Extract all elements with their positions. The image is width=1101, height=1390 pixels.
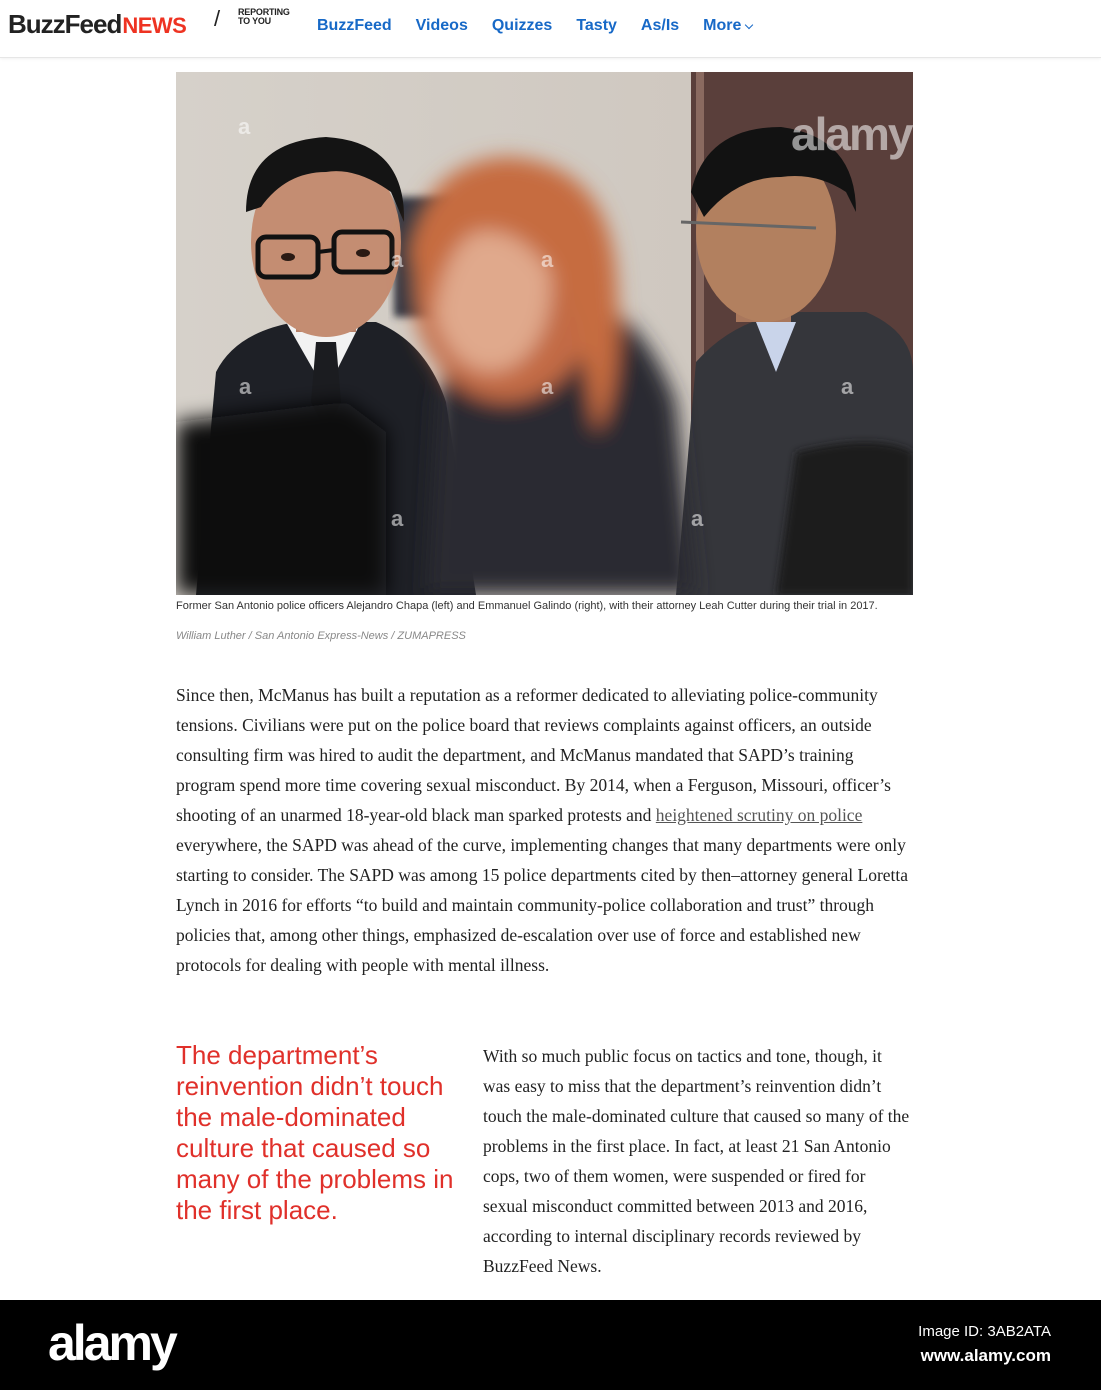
stock-site-url: www.alamy.com xyxy=(920,1346,1051,1365)
photo-credit: William Luther / San Antonio Express-News / ZUMAPRESS xyxy=(176,630,466,642)
logo-buzzfeed-text: BuzzFeed xyxy=(8,9,122,39)
photo-watermark-mark: a xyxy=(239,374,252,399)
nav-buzzfeed[interactable]: BuzzFeed xyxy=(317,17,392,34)
photo-watermark-mark: a xyxy=(238,114,251,139)
photo-watermark-mark: a xyxy=(841,374,854,399)
article-photo xyxy=(176,72,913,595)
paragraph-text: Since then, McManus has built a reputation as a reformer dedicated to alleviating police-community tensions. Civilians were put on the police board that reviews complaints against officers, an outside consulting firm was hired to audit the department, and McManus mandated that SAPD’s training program spend more time covering sexual misconduct. By 2014, when a Ferguson, Missouri, officer’s shooting of an unarmed 18-year-old black man sparked protests and xyxy=(176,685,891,825)
nav-tasty[interactable]: Tasty xyxy=(576,17,617,34)
chevron-down-icon xyxy=(745,20,753,28)
logo-slash: / xyxy=(214,6,221,31)
article-paragraph: With so much public focus on tactics and tone, though, it was easy to miss that the department’s reinvention didn’t touch the male-dominated culture that caused so many of the problems in the first place. In fact, at least 21 San Antonio cops, two of them women, were suspended or fired for sexual misconduct committed between 2013 and 2016, according to internal disciplinary records reviewed by BuzzFeed News. xyxy=(483,1046,910,1276)
image-id-label: Image ID: 3AB2ATA xyxy=(918,1323,1051,1340)
photo-watermark-mark: a xyxy=(391,247,404,272)
site-header xyxy=(0,0,1101,58)
stock-photo-footer-bar xyxy=(0,1300,1101,1390)
photo-watermark-mark: a xyxy=(391,506,404,531)
logo-news-text: NEWS xyxy=(122,13,187,38)
photo-watermark-mark: a xyxy=(541,374,554,399)
main-nav xyxy=(317,17,776,35)
article-paragraph xyxy=(176,680,913,980)
nav-as-is[interactable]: As/Is xyxy=(640,17,680,34)
logo-tagline: REPORTING TO YOU xyxy=(238,7,290,26)
photo-watermark-logo: alamy xyxy=(791,108,912,160)
nav-more-label: More xyxy=(703,17,742,34)
photo-caption: Former San Antonio police officers Alejandro Chapa (left) and Emmanuel Galindo (right), with their attorney Leah Cutter during their trial in 2017. xyxy=(176,600,878,612)
photo-watermark-mark: a xyxy=(541,247,554,272)
nav-videos[interactable]: Videos xyxy=(415,17,468,34)
courtroom-photo-illustration xyxy=(176,72,913,595)
buzzfeed-news-logo[interactable] xyxy=(8,9,186,40)
nav-quizzes[interactable]: Quizzes xyxy=(491,17,553,34)
pull-quote: The department’s reinvention didn’t touch the male-dominated culture that caused so many of the problems in the first place. xyxy=(176,1040,454,1225)
inline-link-heightened-scrutiny[interactable]: heightened scrutiny on police xyxy=(655,805,863,825)
paragraph-text: everywhere, the SAPD was ahead of the curve, implementing changes that many departments were only starting to consider. The SAPD was among 15 police departments cited by then–attorney general Loretta Lynch in 2016 for efforts “to build and maintain community-police collaboration and trust” through policies that, among other things, emphasized de-escalation over use of force and established new protocols for dealing with people with mental illness. xyxy=(176,835,909,975)
alamy-logo: alamy xyxy=(48,1315,175,1371)
photo-watermark-mark: a xyxy=(691,506,704,531)
nav-more-menu[interactable] xyxy=(703,17,752,35)
